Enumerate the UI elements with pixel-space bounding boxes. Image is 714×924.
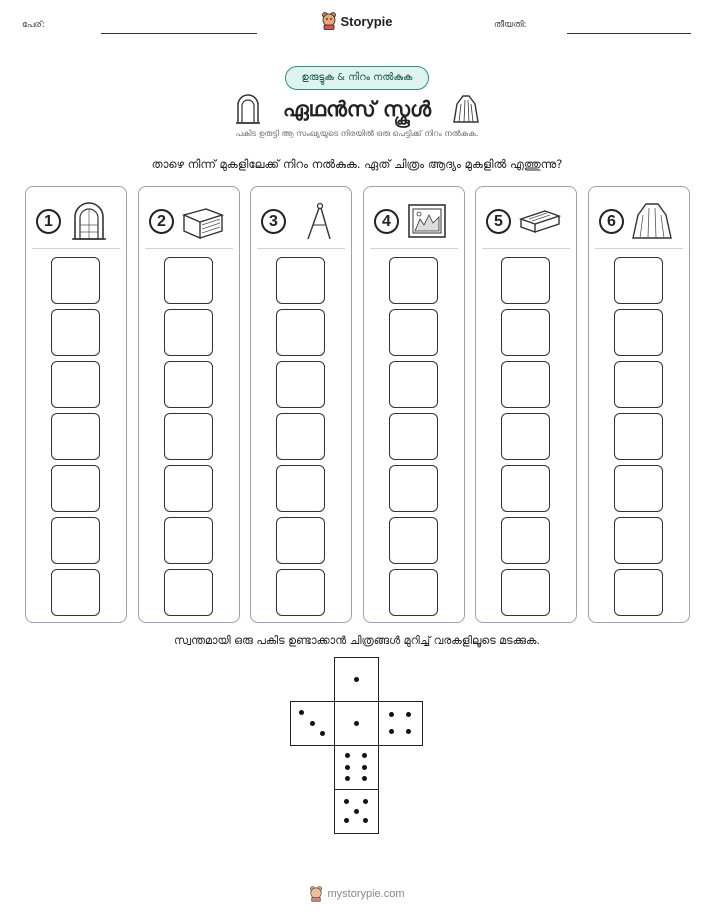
- color-box[interactable]: [389, 517, 438, 564]
- color-box[interactable]: [614, 257, 663, 304]
- die-pip: [354, 809, 359, 814]
- make-die-instruction: സ്വന്തമായി ഒരു പകിട ഉണ്ടാക്കാൻ ചിത്രങ്ങൾ മുറിച്ച് വരകളിലൂടെ മടക്കുക.: [174, 634, 540, 647]
- column-number: 4: [374, 209, 399, 234]
- activity-pill: ഉരുട്ടുക & നിറം നൽകുക: [285, 66, 429, 90]
- column-5: [475, 186, 577, 623]
- date-label: തീയതി:: [494, 20, 527, 30]
- die-pip: [363, 799, 368, 804]
- column-divider: [595, 248, 683, 249]
- window-arch-icon: [67, 201, 111, 241]
- color-box[interactable]: [276, 257, 325, 304]
- color-box[interactable]: [276, 517, 325, 564]
- die-face-4: [378, 701, 423, 746]
- die-pip: [362, 753, 367, 758]
- brand-name: Storypie: [340, 13, 393, 29]
- color-box[interactable]: [51, 465, 100, 512]
- color-box[interactable]: [501, 361, 550, 408]
- arched-window-icon: [235, 94, 261, 124]
- column-number: 2: [149, 209, 174, 234]
- column-divider: [257, 248, 345, 249]
- color-box[interactable]: [51, 309, 100, 356]
- die-face-6: [334, 745, 379, 790]
- color-box[interactable]: [51, 257, 100, 304]
- color-box[interactable]: [276, 413, 325, 460]
- color-box[interactable]: [614, 413, 663, 460]
- painting-icon: [405, 201, 449, 241]
- compass-icon: [292, 201, 336, 241]
- die-face-1: [334, 657, 379, 702]
- tablet-icon: [517, 201, 561, 241]
- robe-icon: [630, 201, 674, 241]
- color-box[interactable]: [164, 361, 213, 408]
- color-box[interactable]: [51, 569, 100, 616]
- color-box[interactable]: [614, 361, 663, 408]
- color-box[interactable]: [164, 517, 213, 564]
- column-number: 1: [36, 209, 61, 234]
- color-box[interactable]: [51, 361, 100, 408]
- color-box[interactable]: [51, 517, 100, 564]
- die-pip: [345, 765, 350, 770]
- color-box[interactable]: [389, 465, 438, 512]
- column-2: [138, 186, 240, 623]
- die-pip: [344, 818, 349, 823]
- die-pip: [320, 731, 325, 736]
- die-pip: [299, 710, 304, 715]
- column-number: 3: [261, 209, 286, 234]
- color-box[interactable]: [614, 517, 663, 564]
- instruction: താഴെ നിന്ന് മുകളിലേക്ക് നിറം നൽകുക. ഏത് ചിത്രം ആദ്യം മുകളിൽ എത്തുന്നു?: [151, 157, 563, 171]
- die-pip: [362, 765, 367, 770]
- color-box[interactable]: [164, 569, 213, 616]
- die-pip: [345, 753, 350, 758]
- column-divider: [145, 248, 233, 249]
- color-box[interactable]: [276, 361, 325, 408]
- die-face-3: [290, 701, 335, 746]
- color-box[interactable]: [389, 413, 438, 460]
- color-box[interactable]: [389, 569, 438, 616]
- color-box[interactable]: [614, 309, 663, 356]
- color-box[interactable]: [501, 517, 550, 564]
- die-pip: [362, 776, 367, 781]
- die-pip: [344, 799, 349, 804]
- color-box[interactable]: [614, 569, 663, 616]
- color-box[interactable]: [501, 413, 550, 460]
- name-label: പേര്:: [22, 20, 45, 30]
- storypie-mascot-icon: [309, 886, 323, 902]
- title-row: [0, 92, 714, 126]
- robe-icon: [453, 94, 479, 124]
- column-4: [363, 186, 465, 623]
- die-pip: [406, 712, 411, 717]
- column-divider: [370, 248, 458, 249]
- column-divider: [482, 248, 570, 249]
- color-box[interactable]: [276, 569, 325, 616]
- color-box[interactable]: [51, 413, 100, 460]
- subtitle: പകിട ഉരുട്ടി ആ സംഖ്യയുടെ നിരയിൽ ഒരു പെട്ടിക്ക് നിറം നൽകുക.: [235, 129, 479, 138]
- column-3: [250, 186, 352, 623]
- column-1: [25, 186, 127, 623]
- footer-url[interactable]: mystorypie.com: [327, 888, 405, 900]
- book-icon: [180, 201, 224, 241]
- color-box[interactable]: [164, 413, 213, 460]
- color-box[interactable]: [501, 465, 550, 512]
- die-pip: [363, 818, 368, 823]
- color-box[interactable]: [389, 361, 438, 408]
- die-pip: [354, 677, 359, 682]
- color-box[interactable]: [501, 257, 550, 304]
- date-line[interactable]: [567, 33, 691, 34]
- color-box[interactable]: [164, 257, 213, 304]
- page-title: ഏഥൻസ് സ്കൂൾ: [282, 96, 432, 121]
- column-divider: [32, 248, 120, 249]
- die-pip: [345, 776, 350, 781]
- storypie-mascot-icon: [321, 12, 337, 30]
- die-pip: [310, 721, 315, 726]
- column-number: 5: [486, 209, 511, 234]
- color-box[interactable]: [501, 309, 550, 356]
- color-box[interactable]: [501, 569, 550, 616]
- column-6: [588, 186, 690, 623]
- footer: [0, 886, 714, 906]
- die-pip: [354, 721, 359, 726]
- color-box[interactable]: [164, 309, 213, 356]
- color-box[interactable]: [614, 465, 663, 512]
- die-pip: [389, 712, 394, 717]
- die-pip: [406, 729, 411, 734]
- color-box[interactable]: [389, 257, 438, 304]
- brand-logo: [0, 12, 714, 34]
- color-box[interactable]: [164, 465, 213, 512]
- die-pip: [389, 729, 394, 734]
- color-box[interactable]: [276, 309, 325, 356]
- color-box[interactable]: [276, 465, 325, 512]
- die-face-5: [334, 789, 379, 834]
- column-number: 6: [599, 209, 624, 234]
- color-box[interactable]: [389, 309, 438, 356]
- die-face-1: [334, 701, 379, 746]
